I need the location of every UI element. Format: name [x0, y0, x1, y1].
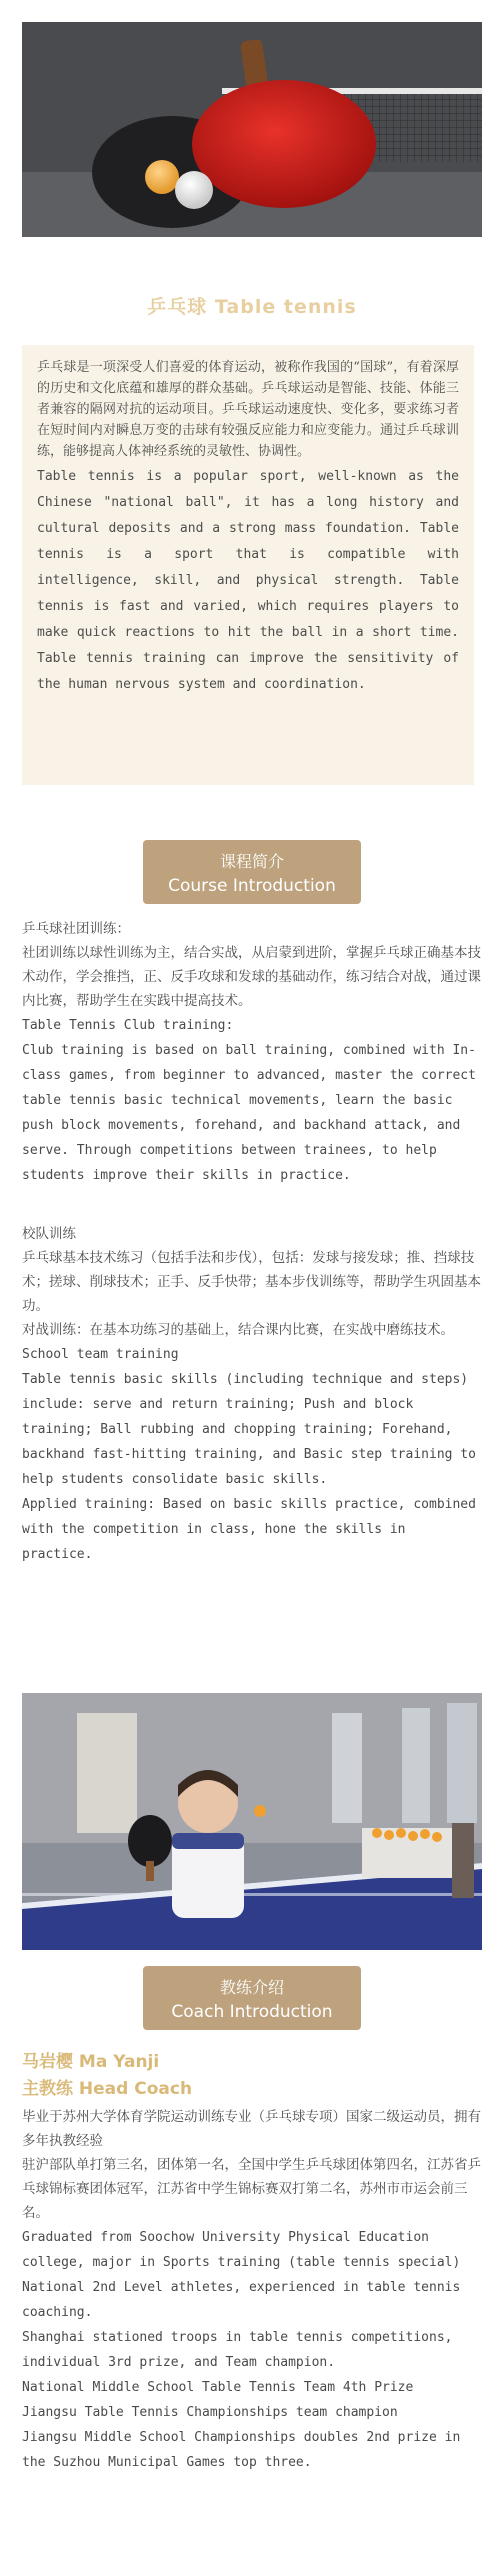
student-photo [22, 1693, 482, 1950]
school-team-body2-en: Applied training: Based on basic skills practice, combined with the competition in class, hone the skills in practice. [22, 1497, 476, 1562]
coach-name-block [22, 2049, 192, 2103]
coach-intro-tag [143, 1966, 361, 2030]
school-team-body2-zh: 对战训练：在基本功练习的基础上，结合课内比赛，在实战中磨练技术。 [22, 1322, 454, 1338]
intro-text-zh: 乒乓球是一项深受人们喜爱的体育运动，被称作我国的“国球”，有着深厚的历史和文化底蕴和雄厚的群众基础。乒乓球运动是智能、技能、体能三者兼容的隔网对抗的运动项目。乒乓球运动速度快、变化多，要求练习者在短时间内对瞬息万变的击球有较强反应能力和应变能力。通过乒乓球训练，能够提高人体神经系统的灵敏性、协调性。 [37, 360, 459, 459]
school-team-heading-zh: 校队训练 [22, 1226, 76, 1242]
club-body-zh: 社团训练以球性训练为主，结合实战，从启蒙到进阶，掌握乒乓球正确基本技术动作，学会推挡，正、反手攻球和发球的基础动作，练习结合对战，通过课内比赛，帮助学生在实践中提高技术。 [22, 945, 481, 1009]
coach-bio-zh: 毕业于苏州大学体育学院运动训练专业（乒乓球专项）国家二级运动员，拥有多年执教经验 [22, 2109, 481, 2149]
coach-awards-zh: 驻沪部队单打第三名，团体第一名，全国中学生乒乓球团体第四名，江苏省乒乓球锦标赛团体冠军，江苏省中学生锦标赛双打第二名，苏州市市运会前三名。 [22, 2157, 481, 2221]
course-intro-tag-en: Course Introduction [168, 876, 336, 896]
school-team-body1-zh: 乒乓球基本技术练习（包括手法和步伐），包括：发球与接发球；推、挡球技术；搓球、削球技术；正手、反手快带；基本步伐训练等，帮助学生巩固基本功。 [22, 1250, 481, 1314]
intro-box [22, 345, 474, 785]
coach-bio-en: Graduated from Soochow University Physical Education college, major in Sports training (table tennis special) National 2nd Level athletes, experienced in table tennis coaching. [22, 2230, 461, 2320]
page-title: 乒乓球 Table tennis [147, 296, 357, 318]
school-team-section [22, 1222, 482, 1567]
course-intro-tag [143, 840, 361, 904]
hero-image [22, 22, 482, 237]
coach-intro-tag-zh: 教练介绍 [219, 1978, 284, 1997]
intro-text-en: Table tennis is a popular sport, well-known as the Chinese "national ball", it has a long history and cultural deposits and a strong mass foundation. Table tennis is a sport that is compatible with intelligence, skill, and physical strength. Table tennis is fast and varied, which requires players to make quick reactions to hit the ball in a short time. Table tennis training can improve the sensitivity of the human nervous system and coordination. [37, 469, 459, 692]
school-team-body1-en: Table tennis basic skills (including technique and steps) include: serve and return training; Push and block training; Ball rubbing and chopping training; Forehand, backhand fast-hitting training, and Basic step training to help students consolidate basic skills. [22, 1372, 476, 1487]
club-heading-zh: 乒乓球社团训练： [22, 921, 130, 937]
club-body-en: Club training is based on ball training, combined with In-class games, from beginner to advanced, master the correct table tennis basic technical movements, learn the basic push block movements, forehand, and backhand attack, and serve. Through competitions between trainees, to help students improve their skills in practice. [22, 1043, 476, 1183]
club-training-section [22, 917, 482, 1188]
coach-intro-tag-en: Coach Introduction [171, 2002, 333, 2022]
school-team-heading-en: School team training [22, 1347, 179, 1362]
coach-name: 马岩樱 Ma Yanji [22, 2052, 160, 2072]
club-heading-en: Table Tennis Club training: [22, 1018, 234, 1033]
coach-awards-en: Shanghai stationed troops in table tennis competitions, individual 3rd prize, and Team champion. National Middle School Table Tennis Team 4th Prize Jiangsu Table Tennis Championships team champion Jiangsu Middle School Championships doubles 2nd prize in the Suzhou Municipal Games top three. [22, 2330, 461, 2470]
course-intro-tag-zh: 课程简介 [219, 852, 284, 871]
coach-role: 主教练 Head Coach [22, 2079, 193, 2099]
coach-bio-section [22, 2105, 482, 2475]
